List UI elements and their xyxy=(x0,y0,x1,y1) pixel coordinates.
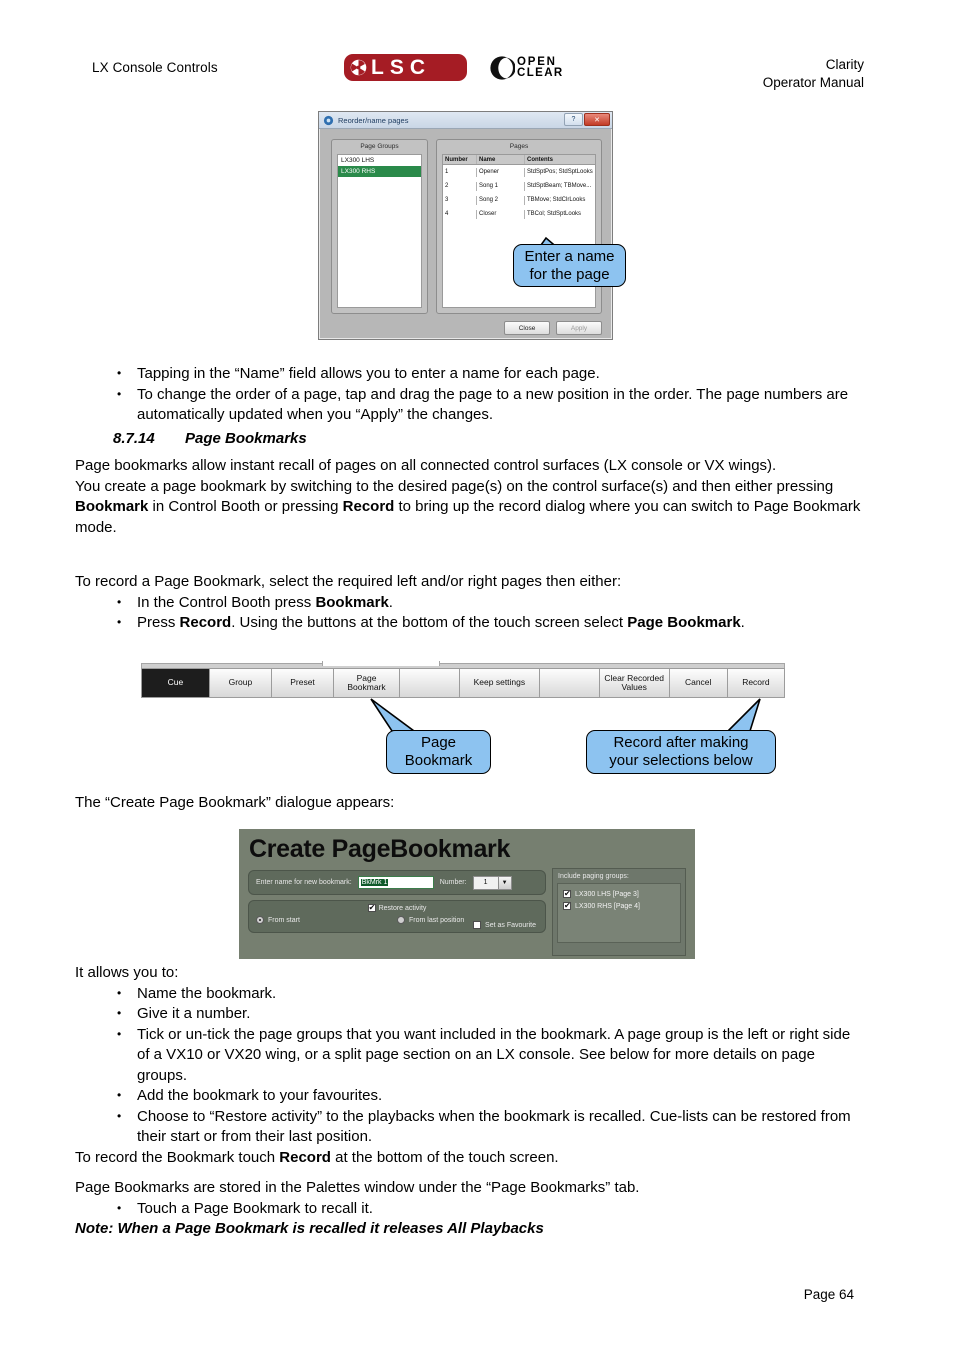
crescent-moon-icon xyxy=(489,55,515,81)
column-header-contents: Contents xyxy=(527,156,553,163)
bullet-2b-pre: Press xyxy=(137,614,180,631)
list-item xyxy=(75,613,865,634)
list-item[interactable]: LX300 LHS xyxy=(341,157,375,164)
table-row[interactable] xyxy=(443,165,595,179)
apply-button[interactable]: Apply xyxy=(556,321,602,335)
cell-number: 3 xyxy=(443,196,477,205)
toolbar-button-preset[interactable]: Preset xyxy=(272,669,334,697)
paragraph: To record a Page Bookmark, select the required left and/or right pages then either: xyxy=(75,573,622,590)
radio-from-start-label: From start xyxy=(268,916,300,924)
cell-number: 2 xyxy=(443,182,477,191)
page-groups-header: Page Groups xyxy=(360,143,399,150)
dialog-left-column xyxy=(248,870,546,933)
cell-contents: TBMove; StdClrLooks xyxy=(527,197,586,203)
cell-number: 1 xyxy=(443,168,477,177)
restore-activity-label: Restore activity xyxy=(378,904,427,912)
header-right-line2: Operator Manual xyxy=(762,75,864,90)
chevron-down-icon[interactable]: ▼ xyxy=(499,876,512,890)
cell-contents: TBCol; StdSptLooks xyxy=(527,211,582,217)
radio-from-last-label: From last position xyxy=(409,916,465,924)
para6-bold-record: Record xyxy=(279,1148,331,1166)
titlebar-buttons xyxy=(564,113,610,126)
set-as-favourite-row[interactable] xyxy=(473,921,536,929)
lsc-logo-text: LSC xyxy=(371,56,431,79)
toolbar-button-cancel[interactable]: Cancel xyxy=(670,669,728,697)
cell-name[interactable]: Closer xyxy=(477,210,525,219)
table-row[interactable] xyxy=(443,179,595,193)
lsc-logo xyxy=(344,54,467,81)
allows-you-to-section xyxy=(75,963,865,1168)
header-left-text: LX Console Controls xyxy=(92,60,218,75)
bookmark-number-value[interactable]: 1 xyxy=(473,876,499,890)
toolbar-button-page-bookmark[interactable] xyxy=(334,669,400,697)
note-text: Note: When a Page Bookmark is recalled it releases All Playbacks xyxy=(75,1220,544,1237)
list-item: • Touch a Page Bookmark to recall it. xyxy=(75,1199,865,1220)
cell-name[interactable]: Song 2 xyxy=(477,196,525,205)
include-paging-groups-label: Include paging groups: xyxy=(558,873,629,880)
callout-enter-name xyxy=(513,244,626,287)
include-paging-groups-panel xyxy=(552,868,686,956)
paragraph: Page bookmarks allow instant recall of pages on all connected control surfaces (LX console or VX wings). xyxy=(75,457,777,474)
openclear-logo xyxy=(489,55,564,81)
create-pagebookmark-dialog xyxy=(239,829,695,959)
reorder-name-pages-dialog xyxy=(318,111,613,340)
callout-line2: Bookmark xyxy=(404,752,473,769)
palettes-section xyxy=(75,1178,865,1240)
para2-bold-bookmark: Bookmark xyxy=(75,498,149,515)
dialog-titlebar xyxy=(319,112,612,129)
toolbar-button-keep-settings[interactable]: Keep settings xyxy=(460,669,540,697)
dialog-buttons xyxy=(504,321,602,335)
toolbar-button-cue[interactable]: Cue xyxy=(142,669,210,697)
para6-a: To record the Bookmark touch xyxy=(75,1148,280,1166)
cell-name[interactable]: Song 1 xyxy=(477,182,525,191)
column-header-number: Number xyxy=(443,155,477,164)
list-item: • Name the bookmark. xyxy=(75,984,865,1005)
radio-from-start-control[interactable] xyxy=(256,916,264,924)
paragraph-create-bookmark xyxy=(75,477,865,539)
header-right-line1: Clarity xyxy=(825,57,864,72)
list-item[interactable] xyxy=(558,900,680,912)
cell-name[interactable]: Opener xyxy=(477,168,525,177)
bullet-list-page-naming xyxy=(75,364,865,426)
bullet-2b-post: . xyxy=(740,614,745,631)
close-icon[interactable]: ✕ xyxy=(584,113,610,126)
page-number: Page 64 xyxy=(803,1287,854,1302)
paging-group-checkbox[interactable] xyxy=(563,902,571,910)
page-title: Page Bookmarks xyxy=(185,430,307,447)
list-item xyxy=(75,593,865,614)
callout-line1: Enter a name xyxy=(524,247,615,265)
paragraph: The “Create Page Bookmark” dialogue appears: xyxy=(75,794,395,811)
toolbar-notch xyxy=(322,661,440,666)
radio-from-start[interactable] xyxy=(256,916,397,924)
set-as-favourite-label: Set as Favourite xyxy=(485,921,536,929)
toolbar-button-clear-recorded-values[interactable] xyxy=(600,669,670,697)
bookmark-name-value: BkMrk 1 xyxy=(361,879,388,886)
dialog-title: Create PageBookmark xyxy=(249,835,511,863)
list-item[interactable] xyxy=(558,888,680,900)
callout-line2: for the page xyxy=(529,265,610,283)
pages-header: Pages xyxy=(509,143,529,150)
para2-e: to bring up the record dialog where you can switch to Page Bookmark mode. xyxy=(75,498,861,536)
page-groups-panel xyxy=(331,139,428,314)
para6-c: at the bottom of the touch screen. xyxy=(330,1148,559,1166)
paragraph-dialogue-appears xyxy=(75,793,865,814)
toolbar-button-record[interactable]: Record xyxy=(728,669,784,697)
close-button[interactable]: Close xyxy=(504,321,550,335)
callout-page-bookmark xyxy=(386,730,491,774)
list-item: • Give it a number. xyxy=(75,1004,865,1025)
set-as-favourite-checkbox[interactable] xyxy=(473,921,481,929)
callout-line2: your selections below xyxy=(609,752,753,769)
restore-activity-checkbox[interactable] xyxy=(368,904,376,912)
lsc-swirl-icon xyxy=(350,59,367,76)
header-right-text xyxy=(763,56,864,92)
toolbar-button-group[interactable]: Group xyxy=(210,669,272,697)
restore-activity-row xyxy=(249,904,545,912)
paging-group-checkbox[interactable] xyxy=(563,890,571,898)
app-icon xyxy=(323,115,334,126)
toolbar-button-blank-2[interactable] xyxy=(540,669,600,697)
column-header-name: Name xyxy=(477,155,525,164)
para2-a: You create a page bookmark by switching to the desired page(s) on the control surface(s) and then either pressing xyxy=(75,477,834,495)
table-row[interactable] xyxy=(443,193,595,207)
bullet-2b-bold-pagebookmark: Page Bookmark xyxy=(627,614,741,631)
callout-line1: Record after making xyxy=(613,734,749,751)
bookmark-name-group xyxy=(248,870,546,895)
toolbar-button-page-bookmark-line2: Bookmark xyxy=(347,682,386,692)
bookmark-name-input[interactable] xyxy=(358,876,434,889)
bookmark-number-label: Number: xyxy=(439,879,467,886)
list-item: • Tick or un-tick the page groups that you want included in the bookmark. A page group is the left or right side of a VX10 or VX20 wing, or a split page section on an LX console. See below for more details on page groups. xyxy=(75,1025,865,1087)
page-groups-list[interactable] xyxy=(337,154,422,308)
radio-from-last-control[interactable] xyxy=(397,916,405,924)
openclear-logo-text xyxy=(517,57,564,79)
help-button[interactable]: ? xyxy=(564,113,583,126)
openclear-line-open: OPEN xyxy=(517,55,557,68)
bullet-2a-post: . xyxy=(388,593,393,611)
table-header-row xyxy=(443,155,595,165)
bullet-2b-mid: . Using the buttons at the bottom of the touch screen select xyxy=(231,614,628,631)
touchscreen-button-bar xyxy=(141,668,785,698)
include-paging-groups-list xyxy=(557,883,681,943)
callout-line1: Page xyxy=(420,734,457,751)
page-header xyxy=(0,52,954,96)
toolbar-button-page-bookmark-line1: Page xyxy=(356,672,377,683)
paragraph-record-bookmark xyxy=(75,1148,865,1169)
bookmark-name-label: Enter name for new bookmark: xyxy=(256,879,352,886)
callout-record-after xyxy=(586,730,776,774)
dialog-body xyxy=(319,129,615,341)
bullet-2a-pre: In the Control Booth press xyxy=(137,593,316,611)
bullet-2a-bold: Bookmark xyxy=(315,593,389,611)
cell-number: 4 xyxy=(443,210,477,219)
paging-group-label: LX300 RHS [Page 4] xyxy=(575,902,640,910)
section-heading xyxy=(75,430,865,447)
toolbar-button-clear-line1: Clear Recorded xyxy=(604,672,664,683)
paragraph: Page Bookmarks are stored in the Palettes window under the “Page Bookmarks” tab. xyxy=(75,1179,640,1196)
openclear-line-clear: CLEAR xyxy=(517,66,564,79)
para2-c: in Control Booth or pressing xyxy=(148,498,343,515)
cell-contents: StdSptBeam; TBMove... xyxy=(527,183,592,189)
list-item: • To change the order of a page, tap and drag the page to a new position in the order. The page numbers are automatically updated when you “Apply” the changes. xyxy=(75,385,865,426)
toolbar-button-clear-line2: Values xyxy=(621,682,647,692)
table-row[interactable] xyxy=(443,207,595,221)
bookmark-number-stepper[interactable] xyxy=(473,876,512,890)
paragraph-record-steps xyxy=(75,572,865,634)
list-item: • Add the bookmark to your favourites. xyxy=(75,1086,865,1107)
dialog-title: Reorder/name pages xyxy=(338,115,409,125)
heading-number: 8.7.14 xyxy=(113,430,155,447)
cell-contents: StdSptPos; StdSptLooks xyxy=(527,169,593,175)
list-item[interactable]: LX300 RHS xyxy=(338,166,421,177)
list-item: • Choose to “Restore activity” to the playbacks when the bookmark is recalled. Cue-lists can be restored from their start or from their last position. xyxy=(75,1107,865,1148)
bullet-2b-bold-record: Record xyxy=(179,614,232,631)
paging-group-label: LX300 LHS [Page 3] xyxy=(575,890,639,898)
list-item: • Tapping in the “Name” field allows you to enter a name for each page. xyxy=(75,364,865,385)
paragraph-intro xyxy=(75,456,865,538)
toolbar-button-blank-1[interactable] xyxy=(400,669,460,697)
paragraph: It allows you to: xyxy=(75,964,179,981)
header-logos xyxy=(344,54,564,81)
pages-panel xyxy=(436,139,602,314)
para2-bold-record: Record xyxy=(342,498,395,515)
